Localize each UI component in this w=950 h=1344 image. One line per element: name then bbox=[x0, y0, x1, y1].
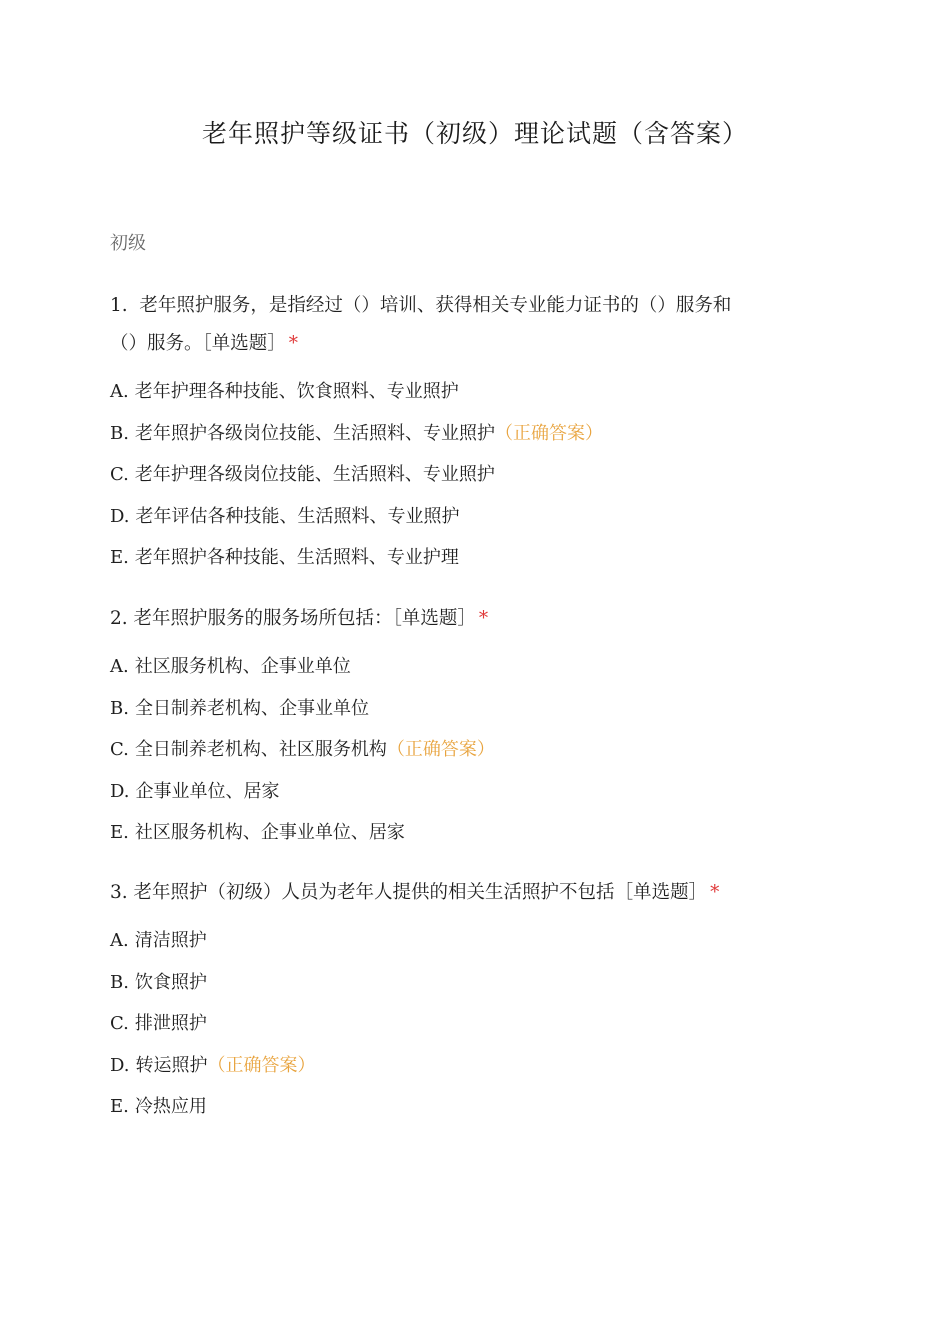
option-text: 排泄照护 bbox=[134, 1013, 207, 1034]
option-letter: C. bbox=[110, 464, 129, 485]
option-letter: E. bbox=[110, 822, 129, 843]
option-d bbox=[110, 496, 810, 538]
option-text: 老年护理各级岗位技能、生活照料、专业照护 bbox=[134, 464, 495, 485]
option-c bbox=[110, 1003, 810, 1045]
question-text: 老年照护（初级）人员为老年人提供的相关生活照护不包括 bbox=[133, 882, 615, 903]
option-text: 全日制养老机构、社区服务机构 bbox=[134, 739, 387, 760]
question-3 bbox=[110, 874, 810, 1128]
option-letter: E. bbox=[110, 1096, 129, 1117]
option-c bbox=[110, 454, 810, 496]
question-stem bbox=[110, 874, 810, 912]
question-text-continued: （）服务。 bbox=[110, 333, 203, 354]
option-letter: B. bbox=[110, 697, 129, 719]
required-star-icon: * bbox=[478, 608, 489, 629]
correct-answer-label: （正确答案） bbox=[386, 739, 495, 760]
section-label: 初级 bbox=[110, 233, 146, 254]
required-star-icon: * bbox=[288, 333, 299, 354]
question-2 bbox=[110, 600, 810, 854]
option-text: 企事业单位、居家 bbox=[135, 780, 280, 802]
option-text: 饮食照护 bbox=[134, 971, 207, 993]
question-text: 老年照护服务，是指经过（）培训、获得相关专业能力证书的（）服务和 bbox=[139, 295, 732, 316]
question-text: 老年照护服务的服务场所包括： bbox=[133, 608, 393, 629]
question-type: ［单选题］ bbox=[392, 608, 476, 629]
option-text: 社区服务机构、企事业单位 bbox=[134, 656, 351, 677]
option-a bbox=[110, 646, 810, 688]
option-letter: C. bbox=[110, 739, 129, 760]
option-a bbox=[110, 920, 810, 962]
option-d bbox=[110, 771, 810, 813]
option-letter: A. bbox=[110, 381, 129, 402]
question-1 bbox=[110, 287, 810, 579]
option-text: 清洁照护 bbox=[134, 930, 207, 951]
option-letter: A. bbox=[110, 930, 129, 951]
question-number: 2. bbox=[110, 608, 128, 629]
option-text: 转运照护 bbox=[135, 1054, 208, 1076]
option-c bbox=[110, 729, 810, 771]
option-text: 冷热应用 bbox=[134, 1096, 207, 1117]
question-type: ［单选题］ bbox=[202, 333, 286, 354]
option-b bbox=[110, 962, 810, 1004]
option-letter: A. bbox=[110, 656, 129, 677]
question-number: 3. bbox=[110, 882, 128, 903]
required-star-icon: * bbox=[710, 882, 720, 903]
option-text: 老年评估各种技能、生活照料、专业照护 bbox=[135, 505, 460, 527]
option-a bbox=[110, 371, 810, 413]
option-text: 社区服务机构、企事业单位、居家 bbox=[134, 822, 405, 843]
correct-answer-label: （正确答案） bbox=[494, 422, 603, 444]
option-text: 老年照护各种技能、生活照料、专业护理 bbox=[134, 547, 459, 568]
option-b bbox=[110, 413, 810, 455]
option-e bbox=[110, 1086, 810, 1128]
option-letter: D. bbox=[110, 505, 130, 527]
option-e bbox=[110, 812, 810, 854]
question-type: ［单选题］ bbox=[614, 882, 708, 903]
question-number: 1. bbox=[110, 295, 128, 316]
question-stem bbox=[110, 600, 810, 638]
document-title: 老年照护等级证书（初级）理论试题（含答案） bbox=[201, 119, 748, 148]
option-letter: B. bbox=[110, 422, 129, 444]
option-text: 全日制养老机构、企事业单位 bbox=[134, 697, 369, 719]
option-text: 老年照护各级岗位技能、生活照料、专业照护 bbox=[134, 422, 495, 444]
question-stem bbox=[110, 287, 810, 363]
option-e bbox=[110, 537, 810, 579]
option-letter: D. bbox=[110, 1054, 130, 1076]
option-letter: B. bbox=[110, 971, 129, 993]
option-d bbox=[110, 1045, 810, 1087]
option-letter: C. bbox=[110, 1013, 129, 1034]
option-b bbox=[110, 688, 810, 730]
correct-answer-label: （正确答案） bbox=[207, 1054, 316, 1076]
option-letter: E. bbox=[110, 547, 129, 568]
option-letter: D. bbox=[110, 780, 130, 802]
option-text: 老年护理各种技能、饮食照料、专业照护 bbox=[134, 381, 459, 402]
